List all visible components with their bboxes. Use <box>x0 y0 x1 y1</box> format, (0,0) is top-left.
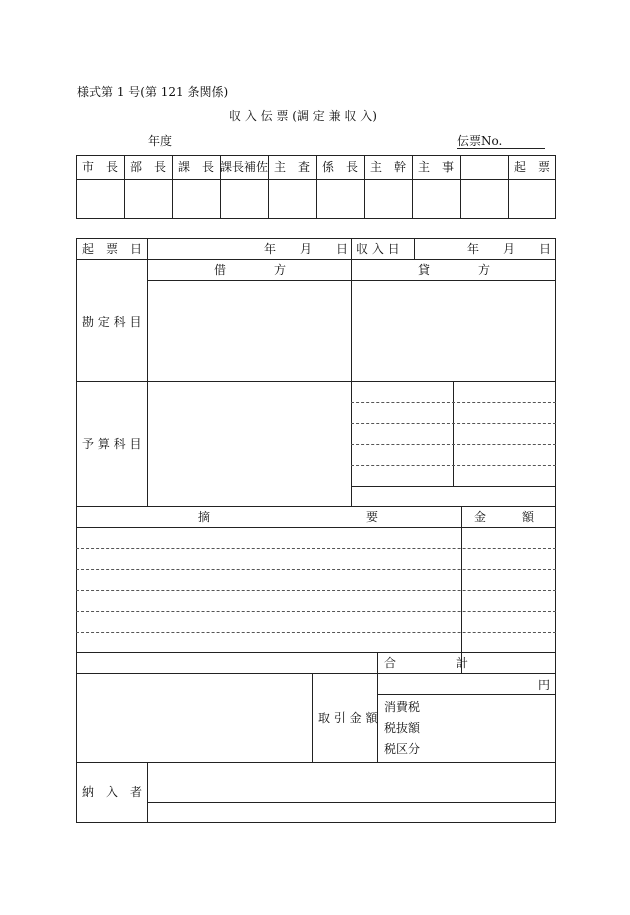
approval-header-0: 市 長 <box>81 160 118 174</box>
tax-excluded-label: 税抜額 <box>384 721 421 735</box>
approval-header-4: 主 査 <box>273 160 310 174</box>
amount-label: 金 額 <box>474 510 535 524</box>
shunyu-year: 年 <box>467 242 480 256</box>
kihyo-year: 年 <box>264 242 277 256</box>
kihyo-date-label: 起 票 日 <box>82 242 143 256</box>
summary-label: 摘 要 <box>198 510 379 524</box>
tax-category-label: 税区分 <box>384 742 421 756</box>
budget-label: 予 算 科 目 <box>82 437 142 451</box>
approval-header-9: 起 票 <box>513 160 550 174</box>
slip-number-underline <box>457 148 545 149</box>
shunyu-date-label: 収 入 日 <box>356 242 400 256</box>
form-title: 収 入 伝 票 (調 定 兼 収 入) <box>229 109 377 123</box>
fiscal-year-label: 年度 <box>148 134 173 148</box>
main-form <box>76 238 556 823</box>
approval-header-3: 課長補佐 <box>220 160 269 174</box>
approval-header-2: 課 長 <box>177 160 214 174</box>
approval-header-5: 係 長 <box>321 160 358 174</box>
payer-label: 納 入 者 <box>82 785 143 799</box>
form-number: 様式第 1 号(第 121 条関係) <box>77 85 229 99</box>
consumption-tax-label: 消費税 <box>384 700 421 714</box>
approval-header-1: 部 長 <box>129 160 166 174</box>
approval-header-7: 主 事 <box>417 160 454 174</box>
account-label: 勘 定 科 目 <box>82 315 142 329</box>
slip-number-label: 伝票No. <box>457 134 503 148</box>
yen-unit: 円 <box>538 678 551 692</box>
debit-label: 借 方 <box>214 263 287 277</box>
transaction-amount-label: 取 引 金 額 <box>318 711 378 725</box>
shunyu-day: 日 <box>539 242 552 256</box>
total-label: 合 計 <box>384 656 469 670</box>
shunyu-month: 月 <box>503 242 516 256</box>
credit-label: 貸 方 <box>418 263 491 277</box>
approval-header-6: 主 幹 <box>369 160 406 174</box>
kihyo-day: 日 <box>336 242 349 256</box>
kihyo-month: 月 <box>300 242 313 256</box>
approval-column-divider <box>460 155 461 219</box>
